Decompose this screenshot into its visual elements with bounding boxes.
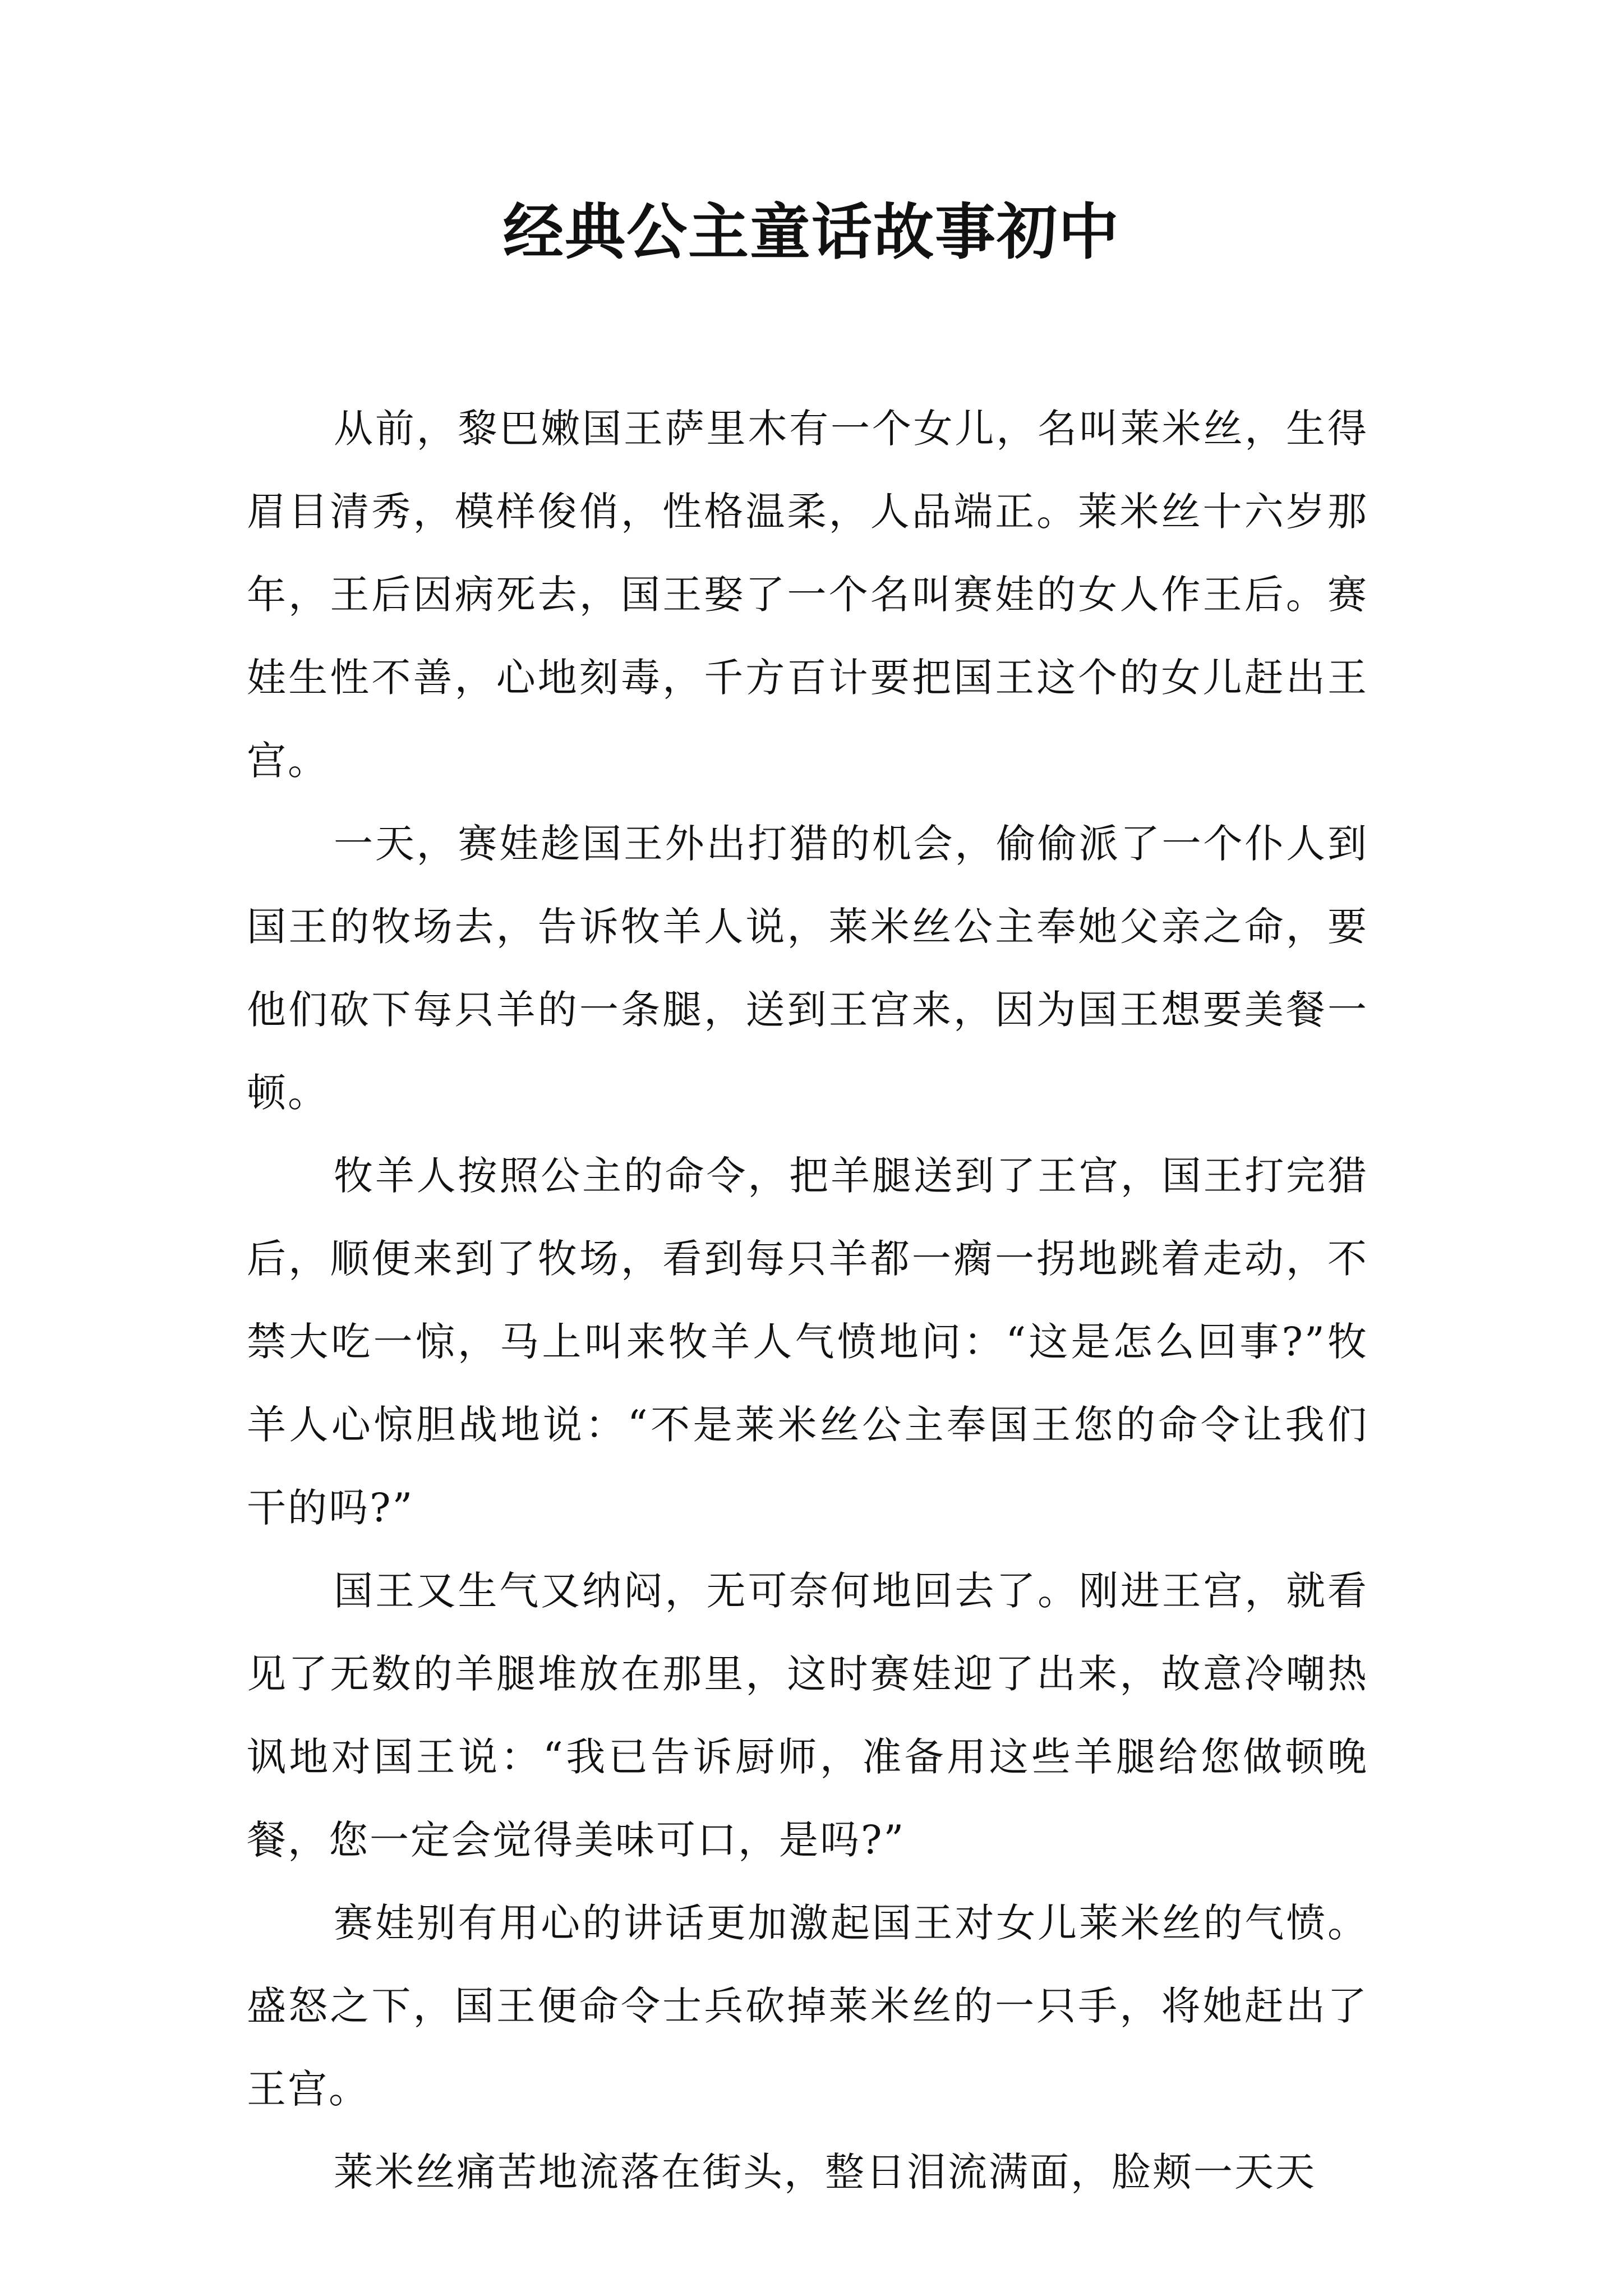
document-title: 经典公主童话故事初中 xyxy=(502,197,1120,268)
paragraph: 从前，黎巴嫩国王萨里木有一个女儿，名叫莱米丝，生得眉目清秀，模样俊俏，性格温柔，人品端正。莱米丝十六岁那年，王后因病死去，国王娶了一个名叫赛娃的女人作王后。赛娃生性不善，心地刻毒，千方百计要把国王这个的女儿赶出王宫。 xyxy=(247,406,1368,784)
paragraph: 牧羊人按照公主的命令，把羊腿送到了王宫，国王打完猎后，顺便来到了牧场，看到每只羊都一瘸一拐地跳着走动，不禁大吃一惊，马上叫来牧羊人气愤地问：“这是怎么回事?”牧羊人心惊胆战地说：“不是莱米丝公主奉国王您的命令让我们干的吗?” xyxy=(247,1153,1368,1531)
document-body xyxy=(247,387,1368,2214)
paragraph: 莱米丝痛苦地流落在街头，整日泪流满面，脸颊一天天 xyxy=(334,2149,1316,2195)
paragraph: 一天，赛娃趁国王外出打猎的机会，偷偷派了一个仆人到国王的牧场去，告诉牧羊人说，莱米丝公主奉她父亲之命，要他们砍下每只羊的一条腿，送到王宫来，因为国王想要美餐一顿。 xyxy=(247,821,1368,1116)
paragraph: 赛娃别有用心的讲话更加激起国王对女儿莱米丝的气愤。盛怒之下，国王便命令士兵砍掉莱米丝的一只手，将她赶出了王宫。 xyxy=(247,1900,1368,2112)
paragraph: 国王又生气又纳闷，无可奈何地回去了。刚进王宫，就看见了无数的羊腿堆放在那里，这时赛娃迎了出来，故意冷嘲热讽地对国王说：“我已告诉厨师，准备用这些羊腿给您做顿晚餐，您一定会觉得美味可口，是吗?” xyxy=(247,1568,1368,1863)
